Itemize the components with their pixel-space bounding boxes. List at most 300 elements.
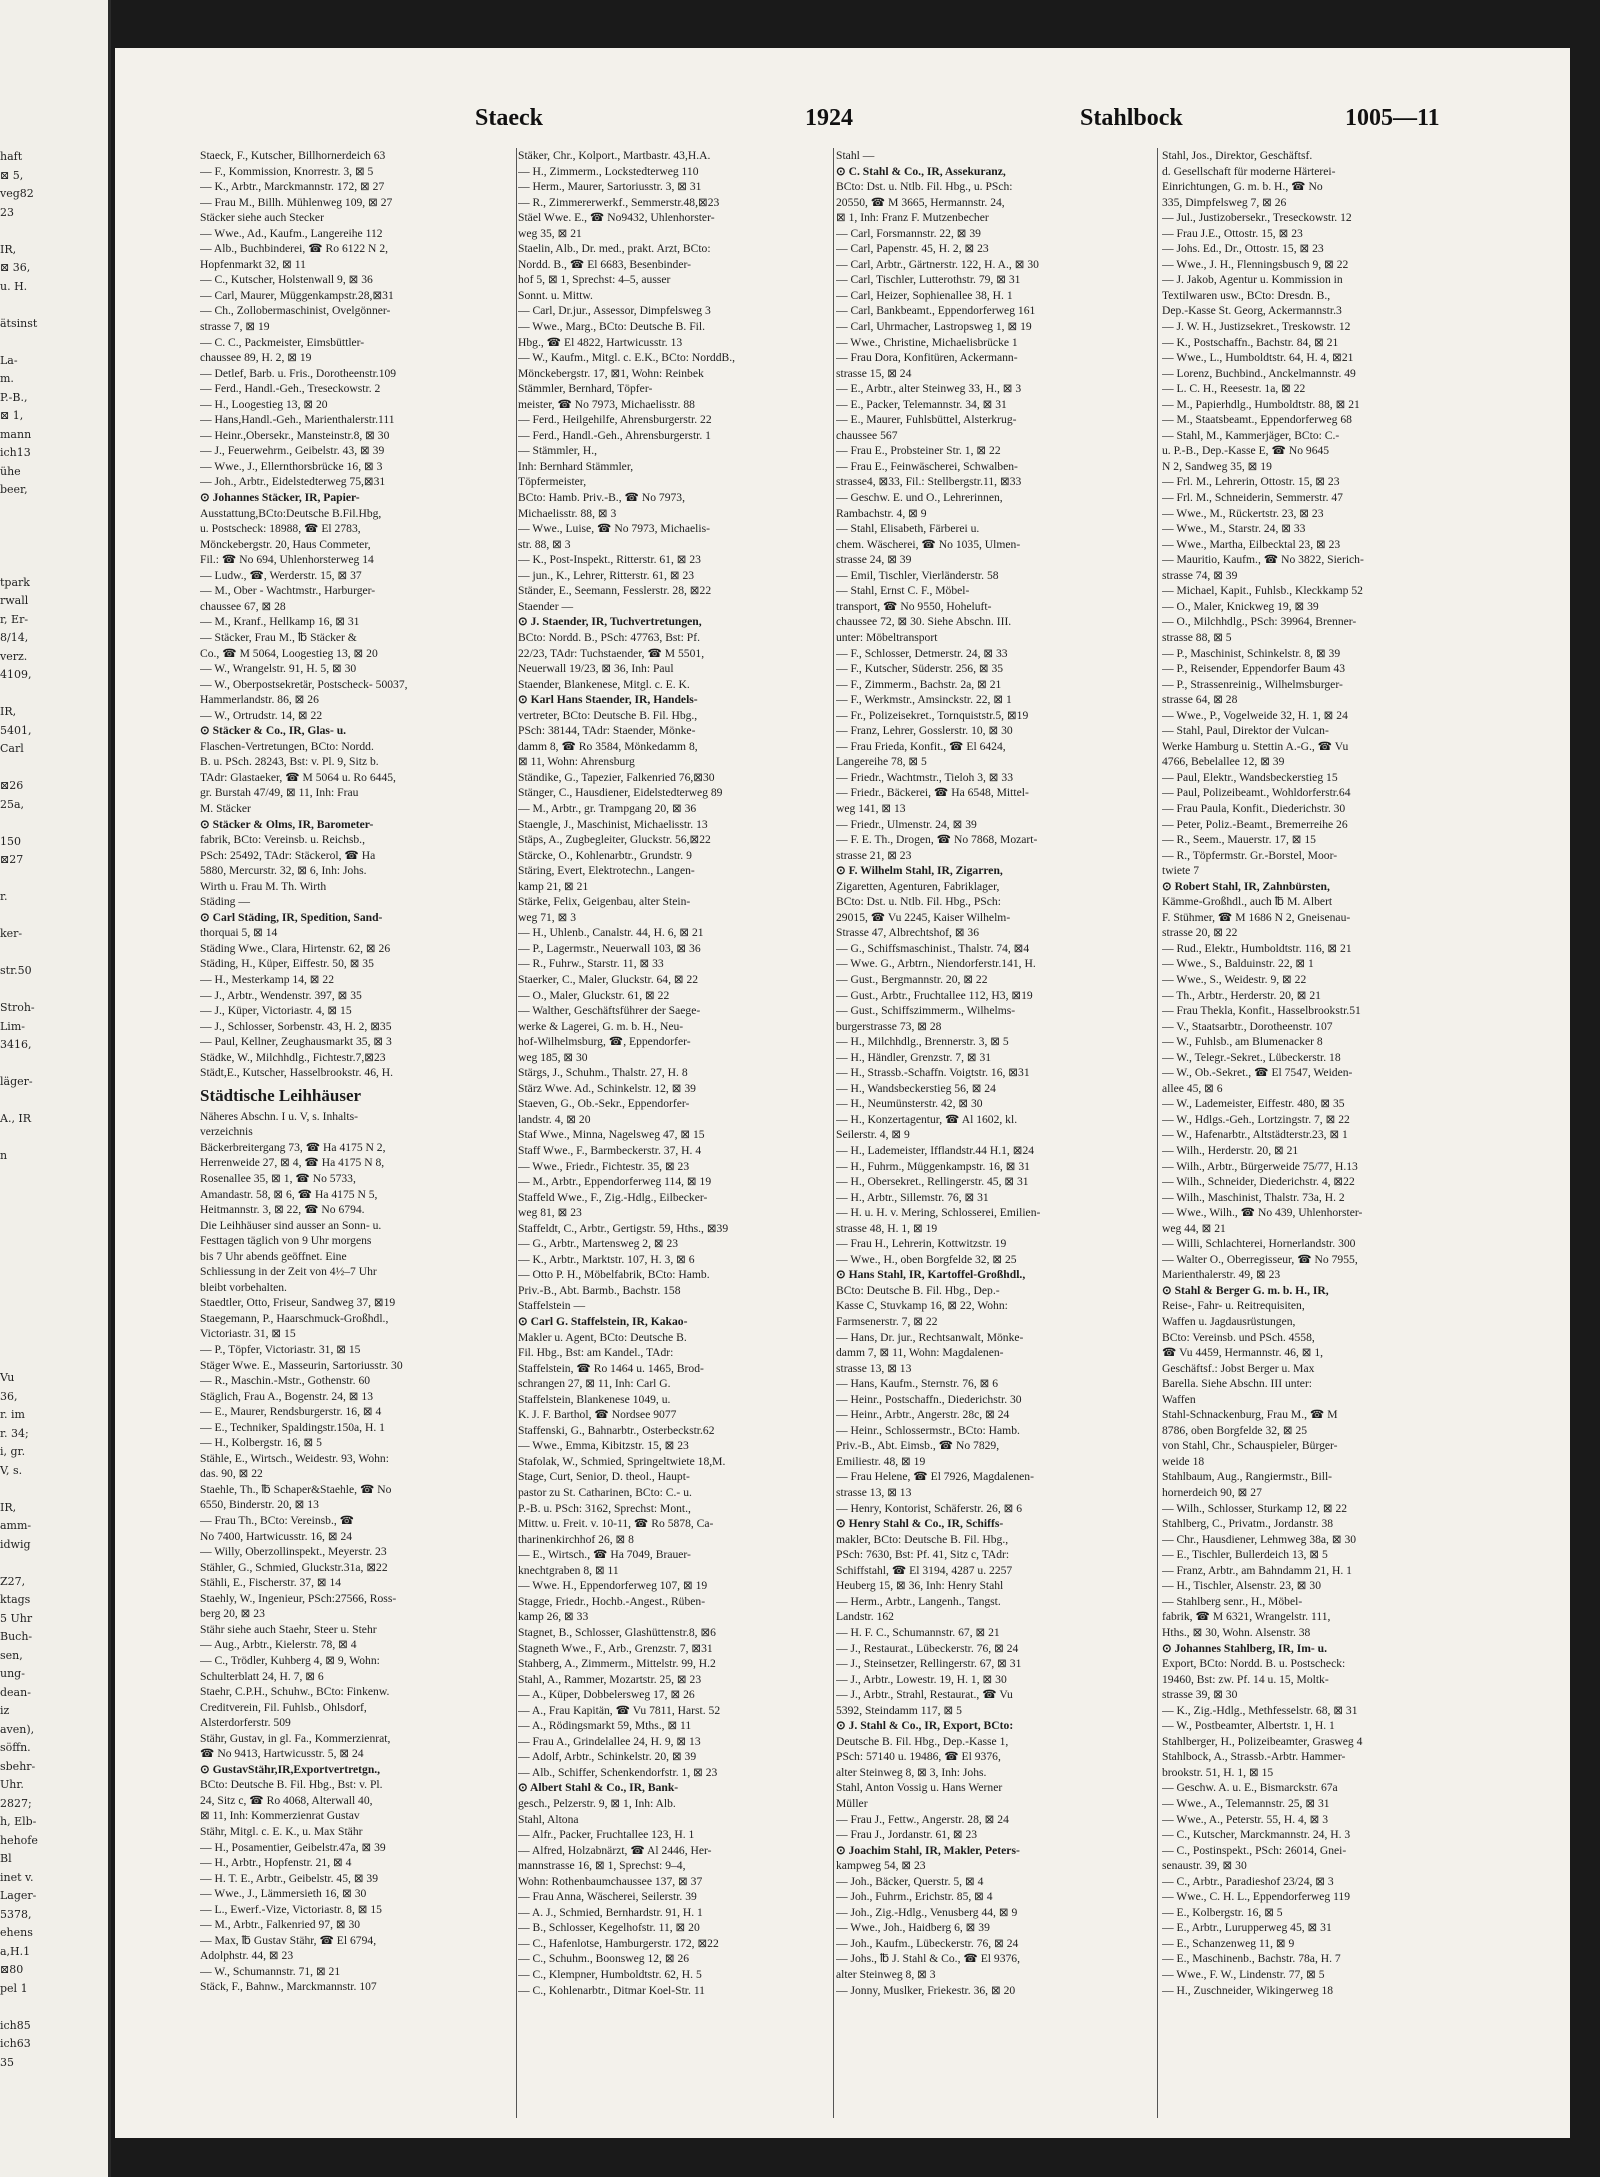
- directory-entry: Landstr. 162: [836, 1610, 894, 1624]
- facing-page-fragment: ⊠80: [0, 1963, 24, 1976]
- directory-entry: — H., Fuhrm., Müggenkampstr. 16, ⊠ 31: [836, 1159, 1030, 1173]
- directory-entry: ⊙ Joachim Stahl, IR, Makler, Peters-: [836, 1843, 1020, 1857]
- facing-page-fragment: dean-: [0, 1685, 31, 1699]
- facing-page-fragment: Carl: [0, 742, 24, 755]
- directory-entry: damm 7, ⊠ 11, Wohn: Magdalenen-: [836, 1346, 1004, 1360]
- directory-entry: strasse 7, ⊠ 19: [200, 320, 270, 334]
- directory-entry: — A., Frau Kapitän, ☎ Vu 7811, Harst. 52: [518, 1703, 721, 1717]
- directory-entry: — Stahl, Paul, Direktor der Vulcan-: [1162, 724, 1329, 738]
- directory-entry: chaussee 67, ⊠ 28: [200, 599, 286, 613]
- directory-entry: — Wwe., C. H. L., Eppendorferweg 119: [1162, 1890, 1351, 1904]
- directory-entry: Michaelisstr. 88, ⊠ 3: [518, 506, 617, 520]
- directory-entry: BCto: Nordd. B., PSch: 47763, Bst: Pf.: [518, 630, 700, 644]
- directory-entry: 19460, Bst: zw. Pf. 14 u. 15, Moltk-: [1162, 1672, 1329, 1686]
- directory-entry: — Henry, Kontorist, Schäferstr. 26, ⊠ 6: [836, 1501, 1023, 1515]
- facing-page-fragment: IR,: [0, 1500, 17, 1514]
- directory-entry: Priv.-B., Abt. Barmb., Bachstr. 158: [518, 1283, 681, 1297]
- directory-entry: — Carl, Heizer, Sophienallee 38, H. 1: [836, 288, 1013, 302]
- directory-entry: — C., Trödler, Kuhberg 4, ⊠ 9, Wohn:: [200, 1653, 380, 1667]
- directory-entry: — C., Postinspekt., PSch: 26014, Gnei-: [1162, 1843, 1347, 1857]
- facing-page-fragment: 5378,: [0, 1907, 32, 1921]
- directory-entry: ⊙ Stäcker & Co., IR, Glas- u.: [200, 724, 347, 738]
- directory-entry: Adolphstr. 44, ⊠ 23: [200, 1949, 294, 1963]
- directory-entry: weg 71, ⊠ 3: [518, 910, 577, 924]
- directory-entry: — Wwe. H., Eppendorferweg 107, ⊠ 19: [518, 1579, 708, 1593]
- directory-entry: — Wwe., Joh., Haidberg 6, ⊠ 39: [836, 1921, 990, 1935]
- directory-entry: Zigaretten, Agenturen, Fabriklager,: [836, 879, 1000, 893]
- directory-entry: — H., Uhlenb., Canalstr. 44, H. 6, ⊠ 21: [518, 926, 704, 940]
- facing-page-fragment: haft: [0, 150, 23, 163]
- directory-entry: — H. T. E., Arbtr., Geibelstr. 45, ⊠ 39: [200, 1871, 379, 1885]
- directory-entry: — H., Loogestieg 13, ⊠ 20: [200, 397, 328, 411]
- directory-entry: gr. Burstah 47/49, ⊠ 11, Inh: Frau: [200, 786, 359, 800]
- directory-entry: — P., Strassenreinig., Wilhelmsburger-: [1162, 677, 1343, 691]
- directory-entry: Staehle, Th., ℔ Schaper&Staehle, ☎ No: [200, 1482, 392, 1496]
- directory-entry: Geschäftsf.: Jobst Berger u. Max: [1162, 1361, 1315, 1375]
- column-3: [836, 148, 1156, 1998]
- directory-entry: Stage, Curt, Senior, D. theol., Haupt-: [518, 1470, 690, 1484]
- directory-entry: — Wwe., F. W., Lindenstr. 77, ⊠ 5: [1162, 1967, 1325, 1981]
- directory-entry: Dep.-Kasse St. Georg, Ackermannstr.3: [1162, 304, 1342, 318]
- directory-entry: — Wwe., S., Balduinstr. 22, ⊠ 1: [1162, 957, 1314, 971]
- directory-entry: 20550, ☎ M 3665, Hermannstr. 24,: [836, 195, 1005, 209]
- facing-page-fragment: 23: [0, 205, 14, 219]
- directory-entry: Waffen u. Jagdausrüstungen,: [1162, 1315, 1296, 1329]
- directory-entry: No 7400, Hartwicusstr. 16, ⊠ 24: [200, 1529, 353, 1543]
- directory-entry: Schliessung in der Zeit von 4½–7 Uhr: [200, 1265, 377, 1279]
- directory-entry: — Paul, Kellner, Zeughausmarkt 35, ⊠ 3: [200, 1035, 392, 1049]
- directory-entry: — E., Tischler, Bullerdeich 13, ⊠ 5: [1162, 1548, 1328, 1562]
- facing-page-fragment: IR,: [0, 705, 17, 718]
- directory-entry: ⊙ Johannes Stahlberg, IR, Im- u.: [1162, 1641, 1327, 1655]
- directory-entry: Reise-, Fahr- u. Reitrequisiten,: [1162, 1299, 1305, 1313]
- directory-entry: burgerstrasse 73, ⊠ 28: [836, 1019, 942, 1033]
- facing-page-fragment: 25a,: [0, 797, 25, 811]
- directory-entry: Städing, H., Küper, Eiffestr. 50, ⊠ 35: [200, 957, 374, 971]
- directory-entry: — Geschw. A. u. E., Bismarckstr. 67a: [1162, 1781, 1338, 1795]
- directory-entry: strasse 39, ⊠ 30: [1162, 1688, 1238, 1702]
- facing-page-fragment: ⊠ 5,: [0, 168, 24, 182]
- directory-entry: — K., Post-Inspekt., Ritterstr. 61, ⊠ 23: [518, 553, 701, 567]
- directory-entry: Staffelstein, Blankenese 1049, u.: [518, 1392, 671, 1406]
- directory-entry: — W., Oberpostsekretär, Postscheck- 50037,: [200, 677, 408, 691]
- directory-entry: Städtische Leihhäuser: [200, 1085, 362, 1105]
- directory-entry: — H., Zimmerm., Lockstedterweg 110: [518, 164, 699, 178]
- directory-entry: Stänger, C., Hausdiener, Eidelstedterweg 89: [518, 786, 723, 800]
- directory-entry: Fil. Hbg., Bst: am Kandel., TAdr:: [518, 1346, 674, 1360]
- directory-entry: Victoriastr. 31, ⊠ 15: [200, 1327, 296, 1341]
- directory-entry: Stähler, G., Schmied, Gluckstr.31a, ⊠22: [200, 1560, 388, 1574]
- directory-entry: — H., Wandsbeckerstieg 56, ⊠ 24: [836, 1081, 996, 1095]
- facing-page-fragment: idwig: [0, 1537, 31, 1551]
- directory-entry: — Wwe., Luise, ☎ No 7973, Michaelis-: [518, 522, 710, 536]
- directory-entry: 5392, Steindamm 117, ⊠ 5: [836, 1703, 962, 1717]
- facing-page-fragment: ktags: [0, 1593, 31, 1606]
- directory-entry: — R., Fuhrw., Starstr. 11, ⊠ 33: [518, 957, 664, 971]
- directory-entry: Stärcke, O., Kohlenarbtr., Grundstr. 9: [518, 848, 692, 862]
- directory-entry: ⊠ 11, Wohn: Ahrensburg: [518, 755, 635, 769]
- directory-entry: — Gust., Schiffszimmerm., Wilhelms-: [836, 1004, 1016, 1018]
- directory-entry: — Herm., Maurer, Sartoriusstr. 3, ⊠ 31: [518, 180, 702, 194]
- directory-entry: Stähr siehe auch Staehr, Steer u. Stehr: [200, 1622, 377, 1636]
- directory-entry: — G., Schiffsmaschinist., Thalstr. 74, ⊠4: [836, 941, 1030, 955]
- directory-entry: chaussee 89, H. 2, ⊠ 19: [200, 351, 312, 365]
- directory-entry: — J., Restaurat., Lübeckerstr. 76, ⊠ 24: [836, 1641, 1019, 1655]
- directory-entry: Fil.: ☎ No 694, Uhlenhorsterweg 14: [200, 553, 374, 567]
- directory-entry: Stähr, Mitgl. c. E. K., u. Max Stähr: [200, 1824, 363, 1838]
- directory-entry: Stagneth Wwe., F., Arb., Grenzstr. 7, ⊠31: [518, 1641, 713, 1655]
- directory-entry: Mittw. u. Freit. v. 10-11, ☎ Ro 5878, Ca-: [518, 1517, 714, 1531]
- directory-entry: — E., Wirtsch., ☎ Ha 7049, Brauer-: [518, 1548, 691, 1562]
- directory-entry: — Wwe., Emma, Kibitzstr. 15, ⊠ 23: [518, 1439, 689, 1453]
- facing-page-fragment: Z27,: [0, 1574, 26, 1588]
- directory-entry: — Joh., Zig.-Hdlg., Venusberg 44, ⊠ 9: [836, 1905, 1018, 1919]
- directory-entry: Bäckerbreitergang 73, ☎ Ha 4175 N 2,: [200, 1140, 386, 1154]
- directory-entry: — R., Maschin.-Mstr., Gothenstr. 60: [200, 1374, 371, 1388]
- directory-entry: — Ferd., Handl.-Geh., Treseckowstr. 2: [200, 382, 381, 396]
- directory-entry: — Alfr., Packer, Fruchtallee 123, H. 1: [518, 1828, 695, 1842]
- directory-entry: — H. u. H. v. Mering, Schlosserei, Emilien-: [836, 1206, 1041, 1220]
- directory-entry: Staehr, C.P.H., Schuhw., BCto: Finkenw.: [200, 1685, 390, 1699]
- directory-entry: ☎ Vu 4459, Hermannstr. 46, ⊠ 1,: [1162, 1346, 1324, 1360]
- directory-entry: ⊠ 11, Inh: Kommerzienrat Gustav: [200, 1809, 360, 1823]
- directory-entry: — Hans, Dr. jur., Rechtsanwalt, Mönke-: [836, 1330, 1024, 1344]
- directory-entry: meister, ☎ No 7973, Michaelisstr. 88: [518, 397, 695, 411]
- directory-entry: — M., Arbtr., Eppendorferweg 114, ⊠ 19: [518, 1175, 712, 1189]
- directory-entry: — W., Schumannstr. 71, ⊠ 21: [200, 1964, 341, 1978]
- directory-entry: Stahl, A., Rammer, Mozartstr. 25, ⊠ 23: [518, 1672, 702, 1686]
- directory-entry: — Frl. M., Lehrerin, Ottostr. 15, ⊠ 23: [1162, 475, 1340, 489]
- directory-entry: Mönckebergstr. 17, ⊠1, Wohn: Reinbek: [518, 366, 704, 380]
- directory-entry: — Wwe., M., Rückertstr. 23, ⊠ 23: [1162, 506, 1324, 520]
- facing-page-fragment: ühe: [0, 464, 21, 478]
- directory-entry: berg 20, ⊠ 23: [200, 1607, 265, 1621]
- directory-entry: 335, Dimpfelsweg 7, ⊠ 26: [1162, 195, 1287, 209]
- directory-entry: Stahberg, A., Zimmerm., Mittelstr. 99, H.2: [518, 1657, 716, 1671]
- facing-page-fragment: ker-: [0, 927, 23, 940]
- directory-entry: — jun., K., Lehrer, Ritterstr. 61, ⊠ 23: [518, 568, 695, 582]
- directory-entry: P.-B. u. PSch: 3162, Sprechst: Mont.,: [518, 1501, 691, 1515]
- directory-entry: twiete 7: [1162, 864, 1200, 878]
- directory-entry: PSch: 25492, TAdr: Stäckerol, ☎ Ha: [200, 848, 376, 862]
- directory-entry: Stäck, F., Bahnw., Marckmannstr. 107: [200, 1980, 377, 1994]
- directory-entry: — H. F. C., Schumannstr. 67, ⊠ 21: [836, 1625, 1000, 1639]
- facing-page-fragment: Lager-: [0, 1889, 37, 1902]
- directory-entry: — Heinr., Postschaffn., Diederichstr. 30: [836, 1392, 1022, 1406]
- directory-entry: Kasse C, Stuvkamp 16, ⊠ 22, Wohn:: [836, 1299, 1008, 1313]
- directory-entry: — Walter O., Oberregisseur, ☎ No 7955,: [1162, 1252, 1358, 1266]
- directory-entry: — W., Lademeister, Eiffestr. 480, ⊠ 35: [1162, 1097, 1345, 1111]
- directory-entry: — Wwe., A., Telemannstr. 25, ⊠ 31: [1162, 1796, 1330, 1810]
- directory-entry: Seilerstr. 4, ⊠ 9: [836, 1128, 910, 1142]
- directory-entry: — W., Kaufm., Mitgl. c. E.K., BCto: NorddB.,: [518, 351, 736, 365]
- directory-entry: — M., Arbtr., Falkenried 97, ⊠ 30: [200, 1918, 361, 1932]
- directory-entry: hof 5, ⊠ 1, Sprechst: 4–5, ausser: [518, 273, 671, 287]
- directory-entry: brookstr. 51, H. 1, ⊠ 15: [1162, 1765, 1274, 1779]
- directory-entry: ⊙ J. Stahl & Co., IR, Export, BCto:: [836, 1719, 1014, 1733]
- directory-entry: TAdr: Glastaeker, ☎ M 5064 u. Ro 6445,: [200, 770, 396, 784]
- directory-entry: — Carl, Arbtr., Gärtnerstr. 122, H. A., ⊠ 30: [836, 257, 1039, 271]
- directory-entry: — Carl, Bankbeamt., Eppendorferweg 161: [836, 304, 1036, 318]
- facing-page-fragment: 5401,: [0, 723, 32, 737]
- facing-page-fragment: 36,: [0, 1389, 18, 1403]
- directory-entry: — Wwe., L., Humboldtstr. 64, H. 4, ⊠21: [1162, 351, 1354, 365]
- directory-entry: — Wwe., P., Vogelweide 32, H. 1, ⊠ 24: [1162, 708, 1348, 722]
- directory-entry: — A. J., Schmied, Bernhardstr. 91, H. 1: [518, 1905, 703, 1919]
- directory-entry: — Stahl, M., Kammerjäger, BCto: C.-: [1162, 428, 1340, 442]
- directory-entry: — E., Packer, Telemannstr. 34, ⊠ 31: [836, 397, 1007, 411]
- directory-entry: — Frl. M., Schneiderin, Semmerstr. 47: [1162, 491, 1343, 505]
- directory-entry: — Wwe., J., Ellernthorsbrücke 16, ⊠ 3: [200, 459, 383, 473]
- directory-entry: — Alfred, Holzabnärzt, ☎ Al 2446, Her-: [518, 1843, 712, 1857]
- directory-entry: PSch: 57140 u. 19486, ☎ El 9376,: [836, 1750, 1001, 1764]
- directory-entry: Stafolak, W., Schmied, Springeltwiete 18,M.: [518, 1454, 726, 1468]
- directory-entry: — Emil, Tischler, Vierländerstr. 58: [836, 568, 999, 582]
- directory-entry: ⊙ Karl Hans Staender, IR, Handels-: [518, 693, 698, 707]
- directory-entry: Stahlbaum, Aug., Rangiermstr., Bill-: [1162, 1470, 1333, 1484]
- directory-entry: thorquai 5, ⊠ 14: [200, 926, 278, 940]
- facing-page-fragment: n: [0, 1149, 8, 1162]
- directory-entry: — Th., Arbtr., Herderstr. 20, ⊠ 21: [1162, 988, 1321, 1002]
- directory-entry: — Heinr., Arbtr., Angerstr. 28c, ⊠ 24: [836, 1408, 1010, 1422]
- directory-entry: — V., Staatsarbtr., Dorotheenstr. 107: [1162, 1019, 1333, 1033]
- facing-page-fragment: 4109,: [0, 668, 32, 681]
- directory-entry: allee 45, ⊠ 6: [1162, 1081, 1223, 1095]
- directory-entry: — B., Schlosser, Kegelhofstr. 11, ⊠ 20: [518, 1921, 700, 1935]
- column-divider: [833, 148, 834, 2118]
- directory-entry: — P., Lagermstr., Neuerwall 103, ⊠ 36: [518, 941, 701, 955]
- directory-entry: — Frau E., Probsteiner Str. 1, ⊠ 22: [836, 444, 1001, 458]
- directory-entry: Stagnet, B., Schlosser, Glashüttenstr.8, ⊠6: [518, 1625, 716, 1639]
- directory-entry: — J., Arbtr., Wendenstr. 397, ⊠ 35: [200, 988, 362, 1002]
- directory-entry: chaussee 567: [836, 428, 898, 442]
- directory-entry: ⊠ 1, Inh: Franz F. Mutzenbecher: [836, 211, 989, 225]
- facing-page-fragment: Bl: [0, 1852, 12, 1865]
- directory-entry: — C., Kutscher, Holstenwall 9, ⊠ 36: [200, 273, 373, 287]
- directory-entry: — Stahlberg senr., H., Möbel-: [1162, 1594, 1303, 1608]
- directory-entry: — L. C. H., Reesestr. 1a, ⊠ 22: [1162, 382, 1306, 396]
- directory-entry: — Joh., Kaufm., Lübeckerstr. 76, ⊠ 24: [836, 1936, 1019, 1950]
- directory-entry: — F., Schlosser, Detmerstr. 24, ⊠ 33: [836, 646, 1008, 660]
- directory-entry: Hammerlandstr. 86, ⊠ 26: [200, 693, 319, 707]
- directory-entry: — Frau E., Feinwäscherei, Schwalben-: [836, 459, 1018, 473]
- directory-entry: Barella. Siehe Abschn. III unter:: [1162, 1377, 1313, 1391]
- directory-entry: — Gust., Arbtr., Fruchtallee 112, H3, ⊠19: [836, 988, 1033, 1002]
- directory-entry: Hths., ⊠ 30, Wohn. Alsenstr. 38: [1162, 1625, 1311, 1639]
- directory-entry: — Hans, Kaufm., Sternstr. 76, ⊠ 6: [836, 1377, 999, 1391]
- directory-entry: Stäcker siehe auch Stecker: [200, 211, 324, 225]
- directory-entry: chem. Wäscherei, ☎ No 1035, Ulmen-: [836, 537, 1021, 551]
- directory-entry: Deutsche B. Fil. Hbg., Dep.-Kasse 1,: [836, 1734, 1009, 1748]
- directory-entry: 22/23, TAdr: Tuchstaender, ☎ M 5501,: [518, 646, 705, 660]
- directory-entry: — Johs. Ed., Dr., Ottostr. 15, ⊠ 23: [1162, 242, 1324, 256]
- directory-entry: Stärke, Felix, Geigenbau, alter Stein-: [518, 895, 691, 909]
- directory-entry: d. Gesellschaft für moderne Härterei-: [1162, 164, 1336, 178]
- directory-entry: das. 90, ⊠ 22: [200, 1467, 263, 1481]
- directory-entry: — E., Schanzenweg 11, ⊠ 9: [1162, 1936, 1295, 1950]
- facing-page-fragment: pel 1: [0, 1981, 28, 1995]
- directory-entry: chaussee 72, ⊠ 30. Siehe Abschn. III.: [836, 615, 1012, 629]
- directory-entry: strasse 20, ⊠ 22: [1162, 926, 1238, 940]
- directory-entry: — W., Hafenarbtr., Altstädterstr.23, ⊠ 1: [1162, 1128, 1348, 1142]
- directory-entry: mannstrasse 16, ⊠ 1, Sprechst: 9–4,: [518, 1859, 686, 1873]
- facing-page-fragment: 5 Uhr: [0, 1611, 33, 1625]
- facing-page-fragment: mann: [0, 427, 32, 441]
- directory-entry: — Rud., Elektr., Humboldtstr. 116, ⊠ 21: [1162, 941, 1352, 955]
- directory-entry: Stärgs, J., Schuhm., Thalstr. 27, H. 8: [518, 1066, 688, 1080]
- directory-entry: — H., Mesterkamp 14, ⊠ 22: [200, 972, 335, 986]
- facing-page-fragment: P.-B.,: [0, 390, 28, 404]
- directory-entry: — Frau J.E., Ottostr. 15, ⊠ 23: [1162, 226, 1303, 240]
- directory-entry: strasse 48, H. 1, ⊠ 19: [836, 1221, 938, 1235]
- directory-entry: — Frau Thekla, Konfit., Hasselbrookstr.51: [1162, 1004, 1361, 1018]
- facing-page-fragment: str.50: [0, 964, 32, 977]
- directory-entry: Städing —: [200, 895, 250, 909]
- directory-entry: Co., ☎ M 5064, Loogestieg 13, ⊠ 20: [200, 646, 378, 660]
- column-2: [518, 148, 834, 1998]
- directory-entry: — Ch., Zollobermaschinist, Ovelgönner-: [200, 304, 391, 318]
- directory-entry: Ausstattung,BCto:Deutsche B.Fil.Hbg,: [200, 506, 382, 520]
- directory-entry: — W., Telegr.-Sekret., Lübeckerstr. 18: [1162, 1050, 1341, 1064]
- directory-entry: — Wilh., Arbtr., Bürgerweide 75/77, H.13: [1162, 1159, 1358, 1173]
- directory-entry: Stäglich, Frau A., Bogenstr. 24, ⊠ 13: [200, 1389, 373, 1403]
- directory-entry: Marienthalerstr. 49, ⊠ 23: [1162, 1268, 1281, 1282]
- directory-entry: weg 81, ⊠ 23: [518, 1206, 582, 1220]
- directory-entry: 5880, Mercurstr. 32, ⊠ 6, Inh: Johs.: [200, 864, 367, 878]
- directory-entry: — Fr., Polizeisekret., Tornquiststr.5, ⊠19: [836, 708, 1029, 722]
- directory-entry: — Carl, Maurer, Müggenkampstr.28,⊠31: [200, 288, 394, 302]
- page-number: 1005—11: [1345, 105, 1440, 131]
- directory-entry: alter Steinweg 8, ⊠ 3, Inh: Johs.: [836, 1765, 987, 1779]
- directory-entry: — Carl, Papenstr. 45, H. 2, ⊠ 23: [836, 242, 989, 256]
- facing-page-fragment: Uhr.: [0, 1778, 24, 1791]
- directory-entry: Stahl —: [836, 149, 875, 162]
- facing-page-fragment: IR,: [0, 242, 17, 256]
- directory-entry: — Carl, Dr.jur., Assessor, Dimpfelsweg 3: [518, 304, 711, 318]
- directory-entry: — M., Staatsbeamt., Eppendorferweg 68: [1162, 413, 1352, 427]
- facing-page-fragment: ich63: [0, 2037, 31, 2050]
- directory-entry: Stähr, Gustav, in gl. Fa., Kommerzienrat,: [200, 1731, 391, 1745]
- directory-entry: — C., Arbtr., Paradieshof 23/24, ⊠ 3: [1162, 1874, 1334, 1888]
- directory-entry: — Frau M., Billh. Mühlenweg 109, ⊠ 27: [200, 195, 393, 209]
- directory-entry: — H., Obersekret., Rellingerstr. 45, ⊠ 31: [836, 1175, 1029, 1189]
- directory-entry: 8786, oben Borgfelde 32, ⊠ 25: [1162, 1423, 1308, 1437]
- directory-entry: Städke, W., Milchhdlg., Fichtestr.7,⊠23: [200, 1050, 386, 1064]
- facing-page-fragment: ⊠ 1,: [0, 409, 24, 422]
- directory-entry: kampweg 54, ⊠ 23: [836, 1859, 926, 1873]
- facing-page-fragment: 3416,: [0, 1038, 32, 1051]
- header-left-word: Staeck: [475, 105, 543, 131]
- facing-page-fragment: i, gr.: [0, 1445, 26, 1458]
- directory-entry: Nordd. B., ☎ El 6683, Besenbinder-: [518, 257, 691, 271]
- facing-page-fragment: tpark: [0, 575, 30, 589]
- directory-entry: — Wwe., Christine, Michaelisbrücke 1: [836, 335, 1018, 349]
- directory-entry: — Geschw. E. und O., Lehrerinnen,: [836, 491, 1003, 505]
- facing-page-fragment: Vu: [0, 1371, 15, 1384]
- directory-entry: Makler u. Agent, BCto: Deutsche B.: [518, 1330, 687, 1344]
- facing-page-fragment: läger-: [0, 1075, 33, 1088]
- facing-page-fragment: ich13: [0, 446, 31, 459]
- directory-entry: fabrik, BCto: Vereinsb. u. Reichsb.,: [200, 833, 365, 847]
- column-divider: [516, 148, 517, 2118]
- directory-entry: — Paul, Elektr., Wandsbeckerstieg 15: [1162, 770, 1338, 784]
- directory-entry: — Friedr., Bäckerei, ☎ Ha 6548, Mittel-: [836, 786, 1029, 800]
- directory-entry: Farmsenerstr. 7, ⊠ 22: [836, 1315, 938, 1329]
- directory-entry: — H., Konzertagentur, ☎ Al 1602, kl.: [836, 1112, 1018, 1126]
- directory-entry: Wohn: Rothenbaumchaussee 137, ⊠ 37: [518, 1874, 703, 1888]
- directory-entry: — O., Maler, Knickweg 19, ⊠ 39: [1162, 599, 1319, 613]
- directory-entry: ⊙ Henry Stahl & Co., IR, Schiffs-: [836, 1517, 1004, 1531]
- directory-entry: strasse 88, ⊠ 5: [1162, 630, 1232, 644]
- directory-entry: PSch: 7630, Bst: Pf. 41, Sitz c, TAdr:: [836, 1548, 1010, 1562]
- directory-entry: — O., Milchhdlg., PSch: 39964, Brenner-: [1162, 615, 1357, 629]
- directory-entry: — Carl, Uhrmacher, Lastropsweg 1, ⊠ 19: [836, 320, 1032, 334]
- directory-entry: u. P.-B., Dep.-Kasse E, ☎ No 9645: [1162, 444, 1330, 458]
- directory-entry: — P., Maschinist, Schinkelstr. 8, ⊠ 39: [1162, 646, 1341, 660]
- directory-entry: — M., Kranf., Hellkamp 16, ⊠ 31: [200, 615, 360, 629]
- directory-entry: weg 35, ⊠ 21: [518, 226, 582, 240]
- directory-entry: ⊙ Stahl & Berger G. m. b. H., IR,: [1162, 1283, 1329, 1297]
- directory-entry: — F., Kommission, Knorrestr. 3, ⊠ 5: [200, 164, 374, 178]
- directory-entry: Staender, Blankenese, Mitgl. c. E. K.: [518, 677, 690, 691]
- directory-entry: — Wwe., Marg., BCto: Deutsche B. Fil.: [518, 320, 705, 334]
- directory-entry: Stäring, Evert, Elektrotechn., Langen-: [518, 864, 695, 878]
- directory-entry: — K., Arbtr., Marckmannstr. 172, ⊠ 27: [200, 180, 385, 194]
- directory-entry: bis 7 Uhr abends geöffnet. Eine: [200, 1249, 347, 1263]
- directory-entry: — Wwe. G., Arbtrn., Niendorferstr.141, H.: [836, 957, 1036, 971]
- directory-entry: — Carl, Forsmannstr. 22, ⊠ 39: [836, 226, 981, 240]
- directory-entry: ⊙ Albert Stahl & Co., IR, Bank-: [518, 1781, 679, 1795]
- directory-entry: Stahlbock, A., Strassb.-Arbtr. Hammer-: [1162, 1750, 1346, 1764]
- directory-entry: — J., Schlosser, Sorbenstr. 43, H. 2, ⊠35: [200, 1019, 392, 1033]
- directory-entry: Staff Wwe., F., Barmbeckerstr. 37, H. 4: [518, 1144, 702, 1157]
- directory-entry: Schiffstahl, ☎ El 3194, 4287 u. 2257: [836, 1563, 1013, 1577]
- directory-entry: Rosenallee 35, ⊠ 1, ☎ No 5733,: [200, 1172, 356, 1185]
- directory-entry: — Paul, Polizeibeamt., Wohldorferstr.64: [1162, 786, 1351, 800]
- facing-page-fragment: amm-: [0, 1519, 32, 1532]
- directory-entry: unter: Möbeltransport: [836, 630, 938, 644]
- directory-entry: Staffelstein —: [518, 1299, 586, 1313]
- facing-page-fragment: ⊠26: [0, 779, 24, 792]
- directory-entry: — J., Küper, Victoriastr. 4, ⊠ 15: [200, 1004, 352, 1018]
- directory-entry: kamp 26, ⊠ 33: [518, 1610, 589, 1624]
- directory-entry: Rambachstr. 4, ⊠ 9: [836, 506, 927, 520]
- directory-entry: str. 88, ⊠ 3: [518, 537, 571, 551]
- directory-entry: — F. E. Th., Drogen, ☎ No 7868, Mozart-: [836, 833, 1038, 847]
- facing-page-fragment: Buch-: [0, 1630, 33, 1643]
- directory-entry: gesch., Pelzerstr. 9, ⊠ 1, Inh: Alb.: [518, 1796, 676, 1810]
- directory-entry: — Frau A., Grindelallee 24, H. 9, ⊠ 13: [518, 1734, 701, 1748]
- directory-entry: — H., Neumünsterstr. 42, ⊠ 30: [836, 1097, 983, 1111]
- facing-page-fragment: ⊠27: [0, 853, 24, 866]
- directory-entry: Stahlberg, C., Privatm., Jordanstr. 38: [1162, 1517, 1334, 1531]
- directory-entry: — Wwe., S., Weidestr. 9, ⊠ 22: [1162, 972, 1307, 986]
- directory-entry: — H., Zuschneider, Wikingerweg 18: [1162, 1983, 1334, 1997]
- directory-entry: — Jonny, Muslker, Friekestr. 36, ⊠ 20: [836, 1983, 1016, 1997]
- directory-entry: strasse 13, ⊠ 13: [836, 1486, 912, 1500]
- column-divider: [1157, 148, 1158, 2118]
- directory-entry: — Wwe., Wilh., ☎ No 439, Uhlenhorster-: [1162, 1206, 1363, 1220]
- directory-entry: — Chr., Hausdiener, Lehmweg 38a, ⊠ 30: [1162, 1532, 1357, 1546]
- facing-page-fragment: söffn.: [0, 1741, 31, 1754]
- directory-entry: PSch: 38144, TAdr: Staender, Mönke-: [518, 724, 696, 738]
- directory-entry: Flaschen-Vertretungen, BCto: Nordd.: [200, 739, 374, 753]
- directory-entry: — C., Kutscher, Marckmannstr. 24, H. 3: [1162, 1828, 1351, 1842]
- facing-page-fragment: inet v.: [0, 1870, 34, 1884]
- directory-entry: — W., Fuhlsb., am Blumenacker 8: [1162, 1035, 1323, 1049]
- directory-entry: — H., Händler, Grenzstr. 7, ⊠ 31: [836, 1050, 992, 1064]
- directory-entry: — Franz, Lehrer, Gosslerstr. 10, ⊠ 30: [836, 724, 1013, 738]
